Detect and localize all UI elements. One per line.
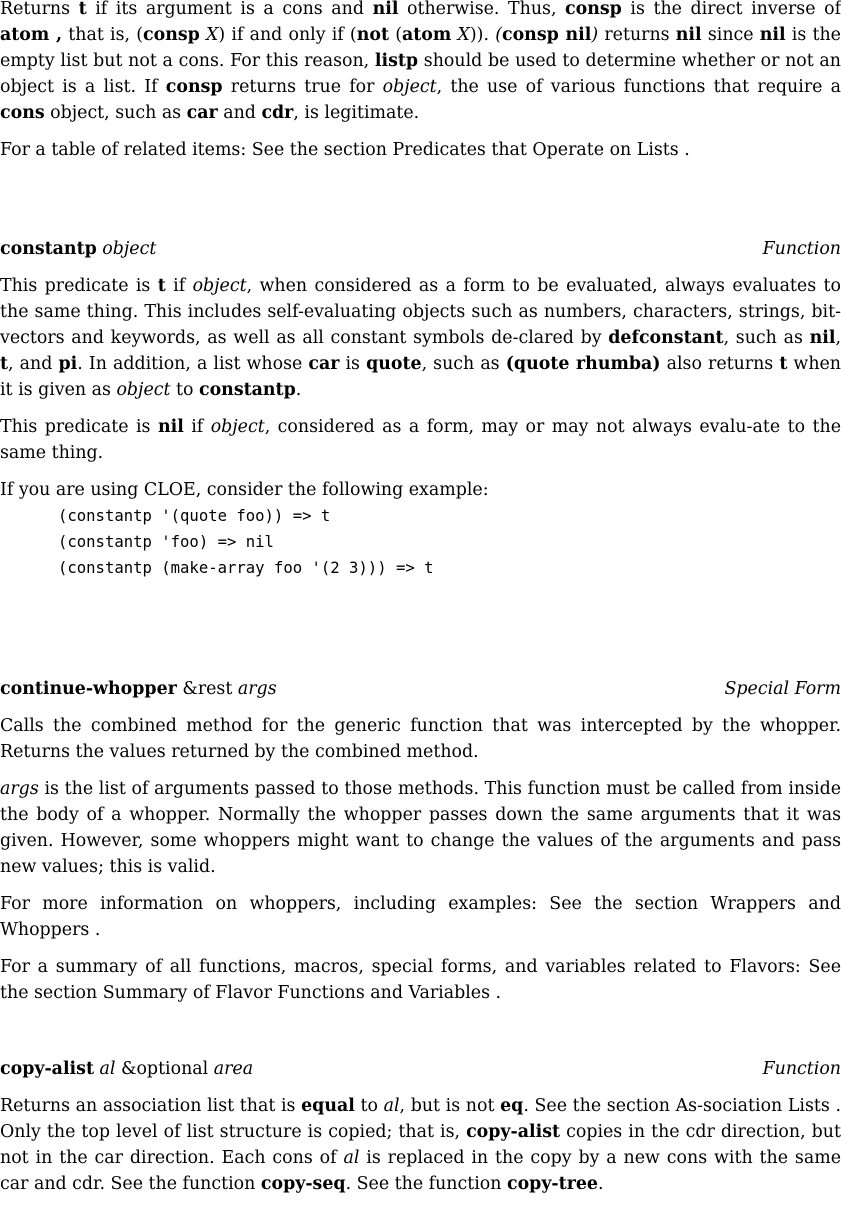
italic-term: object <box>192 276 247 296</box>
continue-whopper-arg: args <box>237 679 277 699</box>
bold-term: copy-seq <box>260 1174 346 1194</box>
bold-term: cdr <box>261 103 294 123</box>
continue-whopper-signature <box>0 676 277 702</box>
bold-term: t <box>157 276 166 296</box>
bold-term: eq <box>500 1096 524 1116</box>
continue-whopper-type: Special Form <box>724 679 841 699</box>
bold-term: listp <box>374 51 419 71</box>
code-line: (constantp '(quote foo)) => t <box>58 507 331 525</box>
italic-term: X <box>457 25 470 45</box>
italic-term: X <box>206 25 219 45</box>
bold-term: equal <box>301 1096 355 1116</box>
bold-term: quote <box>366 354 422 374</box>
copy-alist-paragraph-1: Returns an association list that is equal to al, but is not eq. See the section As-sociation Lists . Only the top level of list structure is copied; that is, copy-alist copies in the cdr direction, but not in the car direction. Each cons of al is replaced in the copy by a new cons with the same car and cdr. See the function copy-seq. See the function copy-tree. <box>0 1096 841 1194</box>
bold-term: car <box>308 354 340 374</box>
constantp-paragraph-3: If you are using CLOE, consider the following example: <box>0 480 489 500</box>
code-line: (constantp 'foo) => nil <box>58 533 274 551</box>
copy-alist-name: copy-alist <box>0 1059 94 1079</box>
bold-term: nil <box>675 25 702 45</box>
constantp-name: constantp <box>0 239 97 259</box>
bold-term: copy-alist <box>466 1122 561 1142</box>
italic-term: object <box>382 77 437 97</box>
copy-alist-arg-al: al <box>99 1059 116 1079</box>
italic-term: args <box>0 779 39 799</box>
constantp-header <box>0 236 841 262</box>
continue-whopper-paragraph-1: Calls the combined method for the generic function that was intercepted by the whopper. Returns the values returned by the combined method. <box>0 716 841 762</box>
bold-term: car <box>186 103 218 123</box>
italic-term: ( <box>495 25 502 45</box>
constantp-paragraph-1: This predicate is t if object, when considered as a form to be evaluated, always evaluates to the same thing. This includes self-evaluating objects such as numbers, characters, strings, bit-vectors and keywords, as well as all constant symbols de-clared by defconstant, such as nil, t, and pi. In addition, a list whose car is quote, such as (quote rhumba) also returns t when it is given as object to constantp. <box>0 276 841 400</box>
continue-whopper-header <box>0 676 841 702</box>
bold-term: consp <box>165 77 223 97</box>
bold-term: (quote rhumba) <box>505 354 661 374</box>
bold-term: atom , <box>0 25 63 45</box>
bold-term: consp <box>143 25 200 45</box>
bold-term: t <box>78 0 87 19</box>
bold-term: atom <box>401 25 452 45</box>
bold-term: nil <box>372 0 399 19</box>
bold-term: nil <box>759 25 786 45</box>
italic-term: object <box>116 380 171 400</box>
constantp-entry <box>0 236 841 581</box>
copy-alist-header <box>0 1056 841 1082</box>
constantp-signature <box>0 236 156 262</box>
bold-term: t <box>0 354 9 374</box>
italic-term: ) <box>591 25 599 45</box>
continue-whopper-name: continue-whopper <box>0 679 177 699</box>
bold-term: nil <box>157 417 184 437</box>
copy-alist-arg-area: area <box>213 1059 254 1079</box>
italic-term: al <box>343 1148 360 1168</box>
bold-term: consp nil <box>501 25 592 45</box>
constantp-arg: object <box>102 239 157 259</box>
bold-term: consp <box>565 0 622 19</box>
bold-term: t <box>779 354 788 374</box>
continue-whopper-entry <box>0 676 841 1006</box>
bold-term: cons <box>0 103 45 123</box>
continue-whopper-paragraph-2: args is the list of arguments passed to those methods. This function must be called from inside the body of a whopper. Normally the whopper passes down the same arguments that it was given. However, some whoppers might want to change the values of the arguments and pass new values; this is valid. <box>0 779 841 877</box>
continue-whopper-paragraph-3: For more information on whoppers, including examples: See the section Wrappers and Whoppers . <box>0 894 841 940</box>
lambda-keyword: &rest <box>182 679 233 699</box>
constantp-code-example <box>0 503 841 581</box>
bold-term: not <box>356 25 389 45</box>
bold-term: pi <box>58 354 78 374</box>
bold-term: copy-tree <box>506 1174 598 1194</box>
consp-related-link: For a table of related items: See the section Predicates that Operate on Lists . <box>0 140 690 160</box>
constantp-type: Function <box>762 239 841 259</box>
consp-description <box>0 0 841 163</box>
code-line: (constantp (make-array foo '(2 3))) => t <box>58 559 434 577</box>
bold-term: nil <box>809 328 836 348</box>
italic-term: al <box>383 1096 400 1116</box>
copy-alist-signature <box>0 1056 253 1082</box>
lambda-keyword: &optional <box>120 1059 209 1079</box>
continue-whopper-paragraph-4: For a summary of all functions, macros, special forms, and variables related to Flavors: See the section Summary of Flavor Functions and Variables . <box>0 957 841 1003</box>
copy-alist-type: Function <box>762 1059 841 1079</box>
copy-alist-entry <box>0 1056 841 1197</box>
constantp-paragraph-2: This predicate is nil if object, considered as a form, may or may not always evalu-ate to the same thing. <box>0 417 841 463</box>
consp-paragraph: Returns t if its argument is a cons and nil otherwise. Thus, consp is the direct inverse of atom , that is, (consp X) if and only if (not (atom X)). (consp nil) returns nil since nil is the empty list but not a cons. For this reason, listp should be used to determine whether or not an object is a list. If consp returns true for object, the use of various functions that require a cons object, such as car and cdr, is legitimate. <box>0 0 841 123</box>
bold-term: constantp <box>198 380 296 400</box>
bold-term: defconstant <box>608 328 724 348</box>
italic-term: object <box>210 417 265 437</box>
